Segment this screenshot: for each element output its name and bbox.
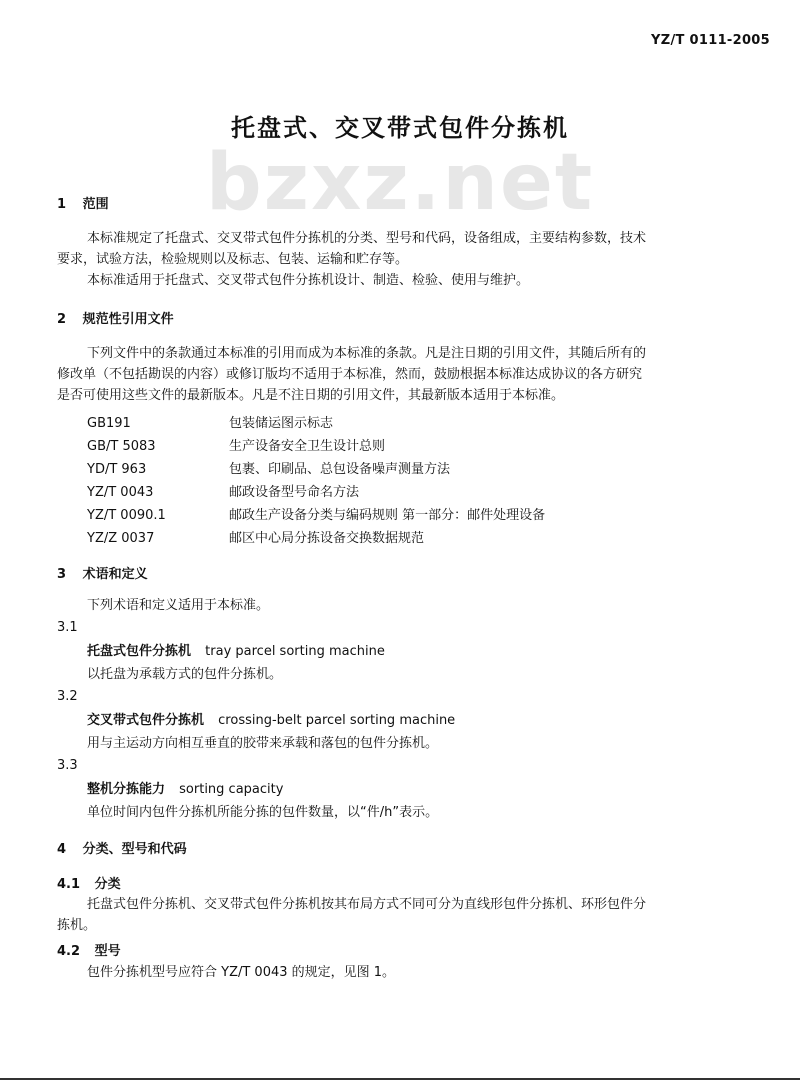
term-number: 3.3 — [57, 758, 78, 773]
reference-title: 生产设备安全卫生设计总则 — [229, 439, 386, 454]
subsection-4-2-title: 型号 — [94, 944, 121, 959]
reference-code: YZ/Z 0037 — [87, 531, 155, 546]
reference-title: 包裹、印刷品、总包设备噪声测量方法 — [229, 462, 451, 477]
reference-item — [87, 435, 385, 454]
section-3-title: 术语和定义 — [82, 567, 148, 582]
reference-code: YZ/T 0043 — [87, 485, 154, 500]
section-3-intro: 下列术语和定义适用于本标准。 — [87, 598, 270, 613]
section-2-line3: 是否可使用这些文件的最新版本。凡是不注日期的引用文件，其最新版本适用于本标准。 — [57, 388, 565, 403]
section-4-title: 分类、型号和代码 — [82, 842, 187, 857]
term-number: 3.2 — [57, 689, 78, 704]
page-bottom-rule — [0, 1078, 800, 1080]
term-heading — [87, 710, 455, 731]
section-4-number: 4 — [57, 842, 67, 857]
section-2-line1: 下列文件中的条款通过本标准的引用而成为本标准的条款。凡是注日期的引用文件，其随后所有的 — [87, 346, 647, 361]
reference-item — [87, 458, 450, 477]
term-name: 交叉带式包件分拣机 — [87, 713, 205, 728]
reference-code: YD/T 963 — [87, 462, 147, 477]
reference-code: GB/T 5083 — [87, 439, 156, 454]
subsection-4-2-number: 4.2 — [57, 944, 81, 959]
reference-item — [87, 504, 545, 523]
subsection-4-1-title: 分类 — [94, 877, 121, 892]
subsection-4-1-line1: 托盘式包件分拣机、交叉带式包件分拣机按其布局方式不同可分为直线形包件分拣机、环形包件分 — [87, 897, 647, 912]
reference-item — [87, 481, 359, 500]
section-1-number: 1 — [57, 197, 67, 212]
reference-item — [87, 527, 424, 546]
section-2-title: 规范性引用文件 — [82, 312, 174, 327]
section-1-para1-line2: 要求，试验方法，检验规则以及标志、包装、运输和贮存等。 — [57, 252, 409, 267]
subsection-4-1-number: 4.1 — [57, 877, 81, 892]
subsection-4-1-heading — [57, 873, 121, 892]
term-definition: 单位时间内包件分拣机所能分拣的包件数量，以“件/h”表示。 — [87, 805, 439, 820]
section-2-number: 2 — [57, 312, 67, 327]
subsection-4-2-text: 包件分拣机型号应符合 YZ/T 0043 的规定，见图 1。 — [87, 965, 396, 980]
reference-code: YZ/T 0090.1 — [87, 508, 166, 523]
section-3-number: 3 — [57, 567, 67, 582]
term-english: tray parcel sorting machine — [205, 644, 385, 659]
section-1-para2: 本标准适用于托盘式、交叉带式包件分拣机设计、制造、检验、使用与维护。 — [87, 273, 530, 288]
section-1-title: 范围 — [82, 197, 109, 212]
term-number: 3.1 — [57, 620, 78, 635]
reference-code: GB191 — [87, 416, 131, 431]
section-4-heading — [57, 838, 187, 857]
term-heading — [87, 641, 385, 662]
section-3-heading — [57, 563, 148, 582]
standard-code: YZ/T 0111-2005 — [651, 33, 770, 48]
term-name: 整机分拣能力 — [87, 782, 166, 797]
reference-title: 邮政设备型号命名方法 — [229, 485, 360, 500]
reference-title: 邮政生产设备分类与编码规则 第一部分：邮件处理设备 — [229, 508, 546, 523]
section-1-heading — [57, 193, 109, 212]
section-2-line2: 修改单（不包括勘误的内容）或修订版均不适用于本标准，然而，鼓励根据本标准达成协议的各方研究 — [57, 367, 643, 382]
term-definition: 以托盘为承载方式的包件分拣机。 — [87, 667, 283, 682]
reference-title: 邮区中心局分拣设备交换数据规范 — [229, 531, 425, 546]
subsection-4-2-heading — [57, 940, 121, 959]
term-english: sorting capacity — [179, 782, 284, 797]
section-1-para1-line1: 本标准规定了托盘式、交叉带式包件分拣机的分类、型号和代码，设备组成，主要结构参数，技术 — [87, 231, 647, 246]
term-definition: 用与主运动方向相互垂直的胶带来承载和落包的包件分拣机。 — [87, 736, 439, 751]
term-name: 托盘式包件分拣机 — [87, 644, 192, 659]
section-2-heading — [57, 308, 174, 327]
reference-item — [87, 412, 333, 431]
watermark: bzxz.net — [205, 138, 595, 228]
subsection-4-1-line2: 拣机。 — [57, 918, 97, 933]
term-english: crossing-belt parcel sorting machine — [218, 713, 456, 728]
reference-title: 包装储运图示标志 — [229, 416, 334, 431]
document-title: 托盘式、交叉带式包件分拣机 — [231, 114, 569, 142]
term-heading — [87, 779, 283, 800]
